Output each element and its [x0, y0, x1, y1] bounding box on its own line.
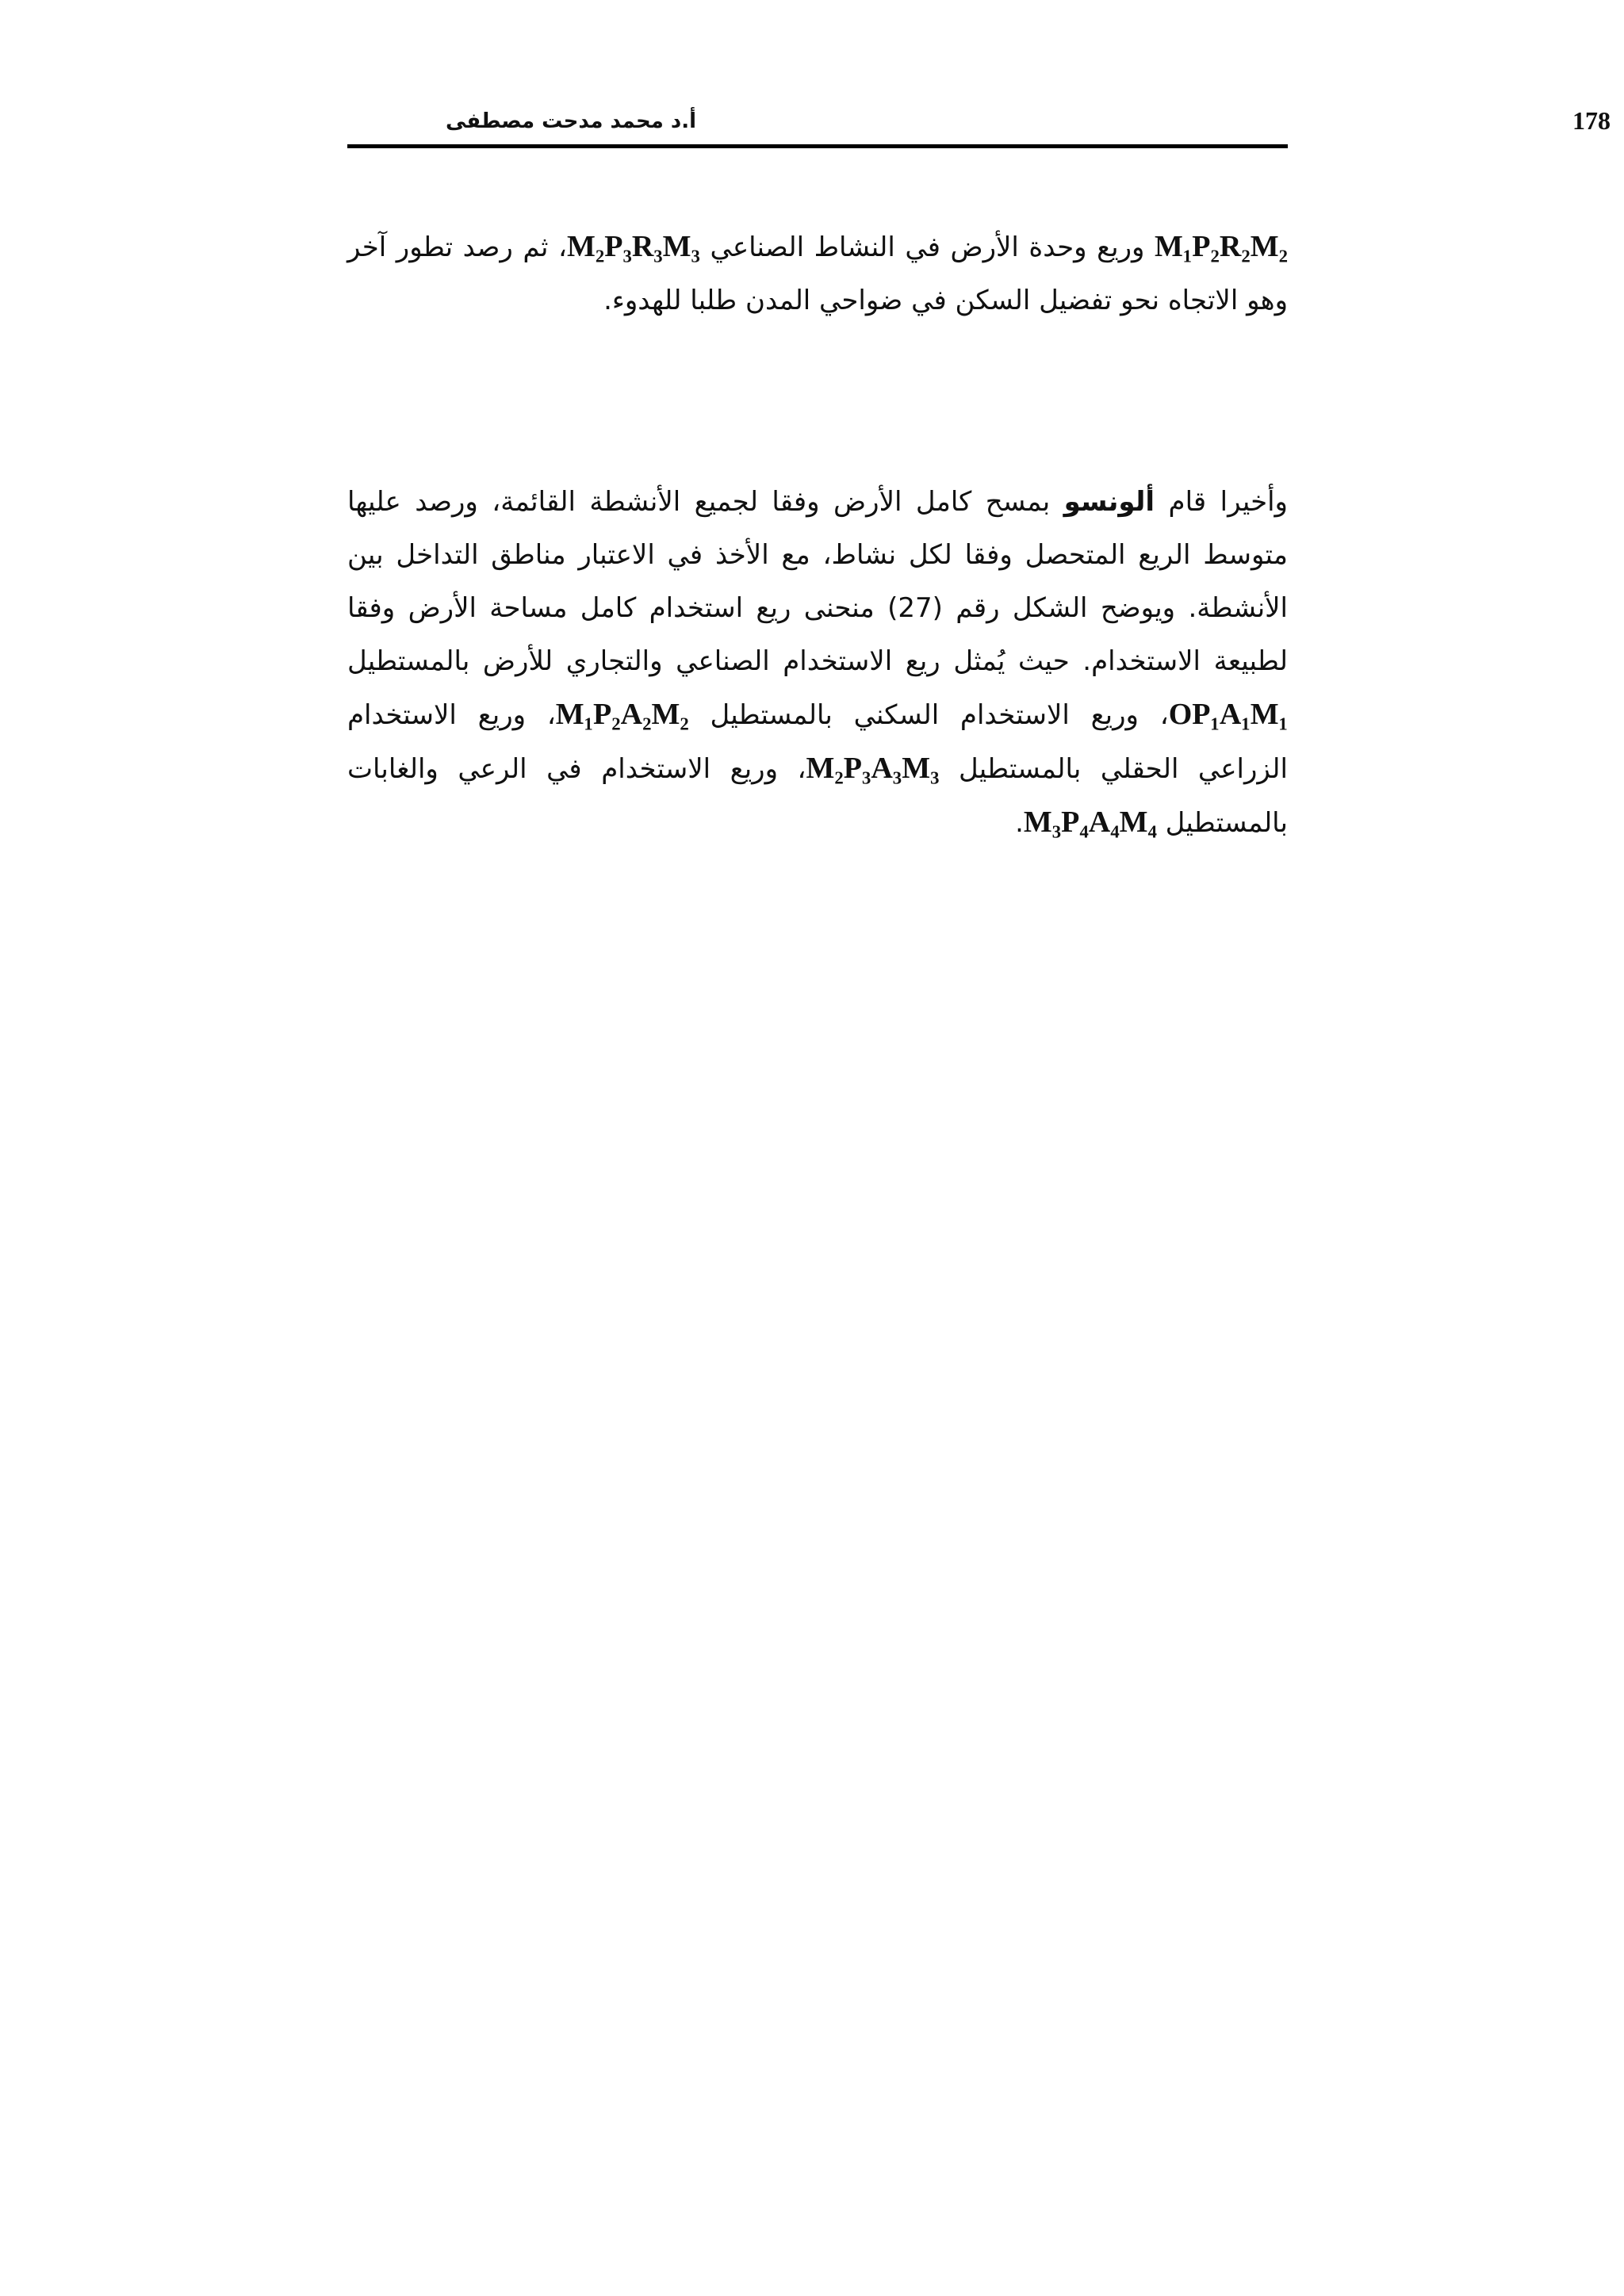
running-header-author: أ.د محمد مدحت مصطفى [445, 109, 696, 133]
symbol-op1a1m1: OP₁A₁M₁ [1168, 698, 1288, 731]
paragraph-2 [347, 476, 1288, 850]
paragraph-2-text-b: بمسح كامل الأرض وفقا لجميع الأنشطة القائمة، ورصد عليها متوسط الريع المتحصل وفقا لكل نشاط، مع الأخذ في الاعتبار مناطق التداخل بين الأنشطة. ويوضح الشكل رقم (27) منحنى ريع استخدام كامل مساحة الأرض وفقا لطبيعة الاستخدام. حيث يُمثل ريع الاستخدام الصناعي والتجاري للأرض بالمستطيل [347, 486, 1288, 677]
symbol-m2p3a3m3: M₂P₃A₃M₃ [806, 752, 940, 785]
name-alonso: ألونسو [1063, 486, 1155, 518]
paragraph-1 [347, 220, 1288, 327]
paragraph-2-text-d: ، وريع الاستخدام الزراعي الحقلي بالمستطيل [347, 699, 1288, 785]
paragraph-1-text-a: وريع وحدة الأرض في النشاط الصناعي [699, 232, 1155, 263]
symbol-m3p4a4m4: M₃P₄A₄M₄ [1023, 806, 1157, 839]
paragraph-2-text-a: وأخيرا قام [1155, 486, 1288, 518]
paragraph-2-text-c: ، وريع الاستخدام السكني بالمستطيل [688, 699, 1169, 731]
symbol-m2p3r3m3: M₂P₃R₃M₃ [566, 230, 700, 263]
paragraph-2-text-f: . [1015, 807, 1024, 839]
paragraph-1-text-b: ، ثم رصد تطور آخر وهو الاتجاه نحو تفضيل السكن في ضواحي المدن طلبا للهدوء. [347, 232, 1288, 316]
page-number: 178 [1572, 106, 1611, 135]
symbol-m1p2r2m2: M₁P₂R₂M₂ [1155, 230, 1288, 263]
paragraph-2-text-e: ، وريع الاستخدام في الرعي والغابات بالمستطيل [347, 753, 1288, 839]
page-header [347, 101, 1611, 149]
header-rule [347, 144, 1288, 148]
symbol-m1p2a2m2: M₁P₂A₂M₂ [555, 698, 689, 731]
